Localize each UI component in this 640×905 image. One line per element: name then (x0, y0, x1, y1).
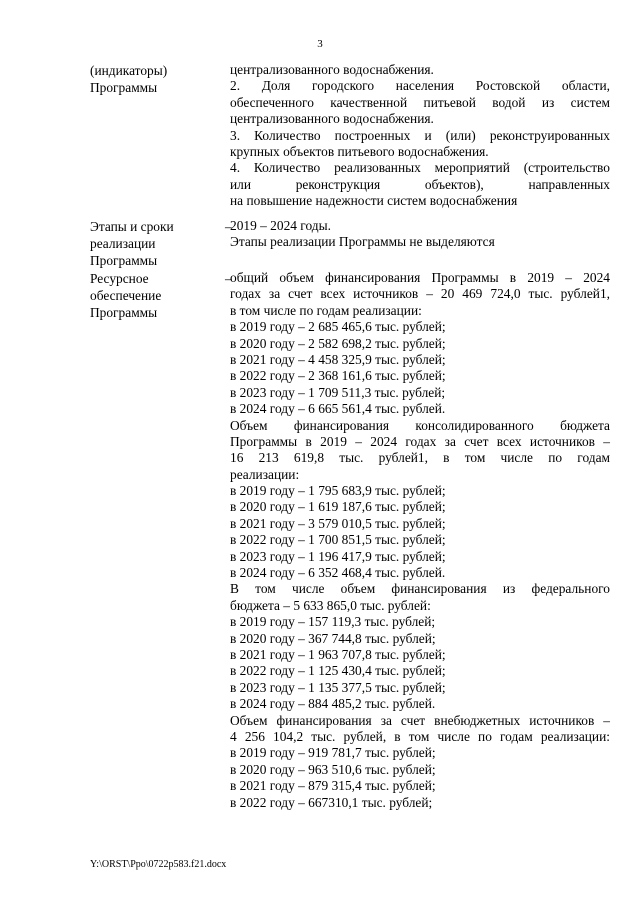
content-line: 2. Доля городского населения Ростовской области, (230, 78, 610, 94)
content-line: в 2020 году – 2 582 698,2 тыс. рублей; (230, 335, 446, 351)
content-line: в 2022 году – 2 368 161,6 тыс. рублей; (230, 368, 446, 384)
content-line: в 2019 году – 2 685 465,6 тыс. рублей; (230, 319, 446, 335)
content-line: в 2019 году – 919 781,7 тыс. рублей; (230, 745, 436, 761)
content-line: 4 256 104,2 тыс. рублей, в том числе по годам реализации: (230, 728, 610, 744)
content-line: в 2021 году – 879 315,4 тыс. рублей; (230, 778, 436, 794)
content-line: в 2023 году – 1 709 511,3 тыс. рублей; (230, 384, 446, 400)
content-line: в 2019 году – 1 795 683,9 тыс. рублей; (230, 483, 446, 499)
content-line: 4. Количество реализованных мероприятий (строительство (230, 160, 610, 176)
content-line: в 2024 году – 884 485,2 тыс. рублей. (230, 696, 436, 712)
content-line: или реконструкция объектов), направленных (230, 176, 610, 192)
content-line: общий объем финансирования Программы в 2019 – 2024 (230, 270, 610, 285)
content-line: Объем финансирования консолидированного бюджета (230, 417, 610, 433)
footer-file-path: Y:\ORST\Ppo\0722p583.f21.docx (90, 859, 227, 870)
content-line: в том числе по годам реализации: (230, 302, 422, 318)
content-line: централизованного водоснабжения. (230, 62, 434, 77)
row-label (90, 270, 215, 321)
content-line: в 2019 году – 157 119,3 тыс. рублей; (230, 614, 436, 630)
row-label-line: Этапы и сроки (90, 219, 174, 234)
content-line: в 2021 году – 1 963 707,8 тыс. рублей; (230, 646, 446, 662)
content-line: в 2022 году – 1 125 430,4 тыс. рублей; (230, 663, 446, 679)
content-line: в 2020 году – 1 619 187,6 тыс. рублей; (230, 499, 446, 515)
row-label (90, 218, 215, 269)
row-label-line: (индикаторы) (90, 63, 168, 78)
content-line: централизованного водоснабжения. (230, 111, 434, 127)
content-line: в 2021 году – 4 458 325,9 тыс. рублей; (230, 351, 446, 367)
row-label (90, 62, 215, 96)
content-line: Программы в 2019 – 2024 годах за счет всех источников – (230, 433, 610, 449)
content-line: Этапы реализации Программы не выделяются (230, 234, 495, 250)
content-line: годах за счет всех источников – 20 469 724,0 тыс. рублей1, (230, 286, 610, 302)
content-line: в 2020 году – 963 510,6 тыс. рублей; (230, 761, 436, 777)
row-label-line: Ресурсное (90, 271, 149, 286)
content-line: в 2020 году – 367 744,8 тыс. рублей; (230, 630, 436, 646)
content-line: в 2024 году – 6 352 468,4 тыс. рублей. (230, 565, 446, 581)
row-label-line: Программы (90, 253, 158, 268)
content-line: в 2022 году – 1 700 851,5 тыс. рублей; (230, 532, 446, 548)
content-line: в 2023 году – 1 196 417,9 тыс. рублей; (230, 548, 446, 564)
row-label-line: Программы (90, 305, 158, 320)
content-line: 2019 – 2024 годы. (230, 218, 331, 233)
page-number: 3 (317, 38, 323, 50)
content-line: в 2021 году – 3 579 010,5 тыс. рублей; (230, 515, 446, 531)
row-content (230, 62, 610, 210)
row-content (230, 218, 610, 251)
row-label-line: Программы (90, 80, 158, 95)
row-label-line: реализации (90, 236, 156, 251)
row-dash: – (225, 219, 232, 234)
content-line: Объем финансирования за счет внебюджетных источников – (230, 712, 610, 728)
content-line: реализации: (230, 466, 300, 482)
content-line: на повышение надежности систем водоснабжения (230, 193, 518, 209)
content-line: в 2022 году – 667310,1 тыс. рублей; (230, 794, 433, 810)
row-content (230, 270, 610, 811)
content-line: обеспеченного качественной питьевой водой из систем (230, 94, 610, 110)
row-label-line: обеспечение (90, 288, 162, 303)
content-line: бюджета – 5 633 865,0 тыс. рублей: (230, 597, 431, 613)
content-line: в 2023 году – 1 135 377,5 тыс. рублей; (230, 679, 446, 695)
content-line: 16 213 619,8 тыс. рублей1, в том числе по годам (230, 450, 610, 466)
content-line: В том числе объем финансирования из федерального (230, 581, 610, 597)
content-line: в 2024 году – 6 665 561,4 тыс. рублей. (230, 401, 446, 417)
row-dash: – (225, 271, 232, 286)
content-line: 3. Количество построенных и (или) реконструированных (230, 127, 610, 143)
content-line: крупных объектов питьевого водоснабжения. (230, 143, 489, 159)
